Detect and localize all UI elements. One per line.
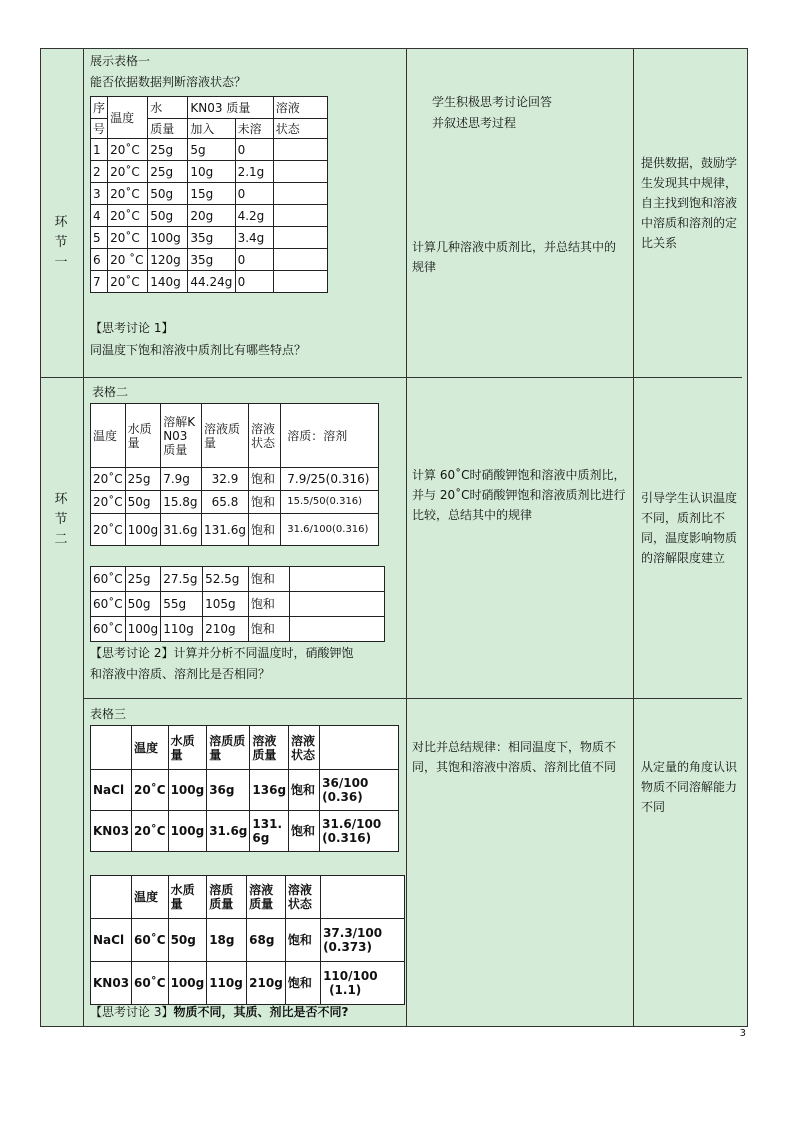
table-cell: 35g [188,249,235,271]
table-cell: 7.9/25(0.316) [281,468,379,491]
table-row [91,271,328,293]
student-activity-1a: 学生积极思考讨论回答 [432,95,553,109]
table-row [91,514,379,546]
table2 [90,403,379,546]
table1 [90,96,328,293]
table-row [91,161,328,183]
table-cell: 溶质：溶剂 [281,404,379,468]
table-cell [273,271,327,293]
table-cell: 31.6/100(0.316) [281,514,379,546]
discussion-3-question: 物质不同，其质、剂比是否不同? [173,1005,349,1019]
design-intent-2: 引导学生认识温度不同，质剂比不同，温度影响物质的溶解限度建立 [641,491,738,565]
table-cell: 25g [125,567,161,592]
table-cell: 0 [235,139,273,161]
table-cell: 溶液状态 [248,404,280,468]
student-activity-1c: 计算几种溶液中质剂比，并总结其中的规律 [412,240,617,274]
grid-line [40,377,742,378]
table-cell: 36g [207,770,250,811]
table-cell: 60˚C [91,567,126,592]
grid-line [406,48,407,1027]
table-cell [321,919,405,962]
table-cell [290,567,385,592]
table-cell: 质量 [148,119,188,139]
ratio-decimal: (0.373) [323,940,372,954]
ratio-decimal: (0.316) [322,831,372,845]
table-cell: 水 [148,97,188,119]
table-cell: 溶液 [273,97,327,119]
ratio-value: 31.6/100 [322,817,382,831]
discussion-3-title: 【思考讨论 3】 [90,1005,174,1019]
table-cell: 131.6g [201,514,248,546]
table-cell: 溶液质量 [247,876,286,919]
ratio-value: 110/100 [323,969,378,983]
ratio-value: 36/100 [322,776,369,790]
table-cell: 44.24g [188,271,235,293]
table-cell: 水质量 [168,876,207,919]
table2b [90,566,385,642]
table-cell: 15.8g [161,491,202,514]
table-cell: 水质量 [125,404,161,468]
table-row [91,404,379,468]
table-cell [273,249,327,271]
table-row [91,962,405,1005]
section-label-1: 环 节 一 [54,215,68,270]
table-row [91,139,328,161]
student-column [406,48,633,1027]
student-activity-1b: 并叙述思考过程 [432,116,517,130]
table-cell: 溶液状态 [289,726,320,770]
table-cell: 50g [148,183,188,205]
table-cell [91,726,132,770]
table-cell: 100g [168,811,207,852]
table-cell: 60˚C [132,919,169,962]
table-row [91,491,379,514]
table-cell: 10g [188,161,235,183]
table-cell [290,592,385,617]
table-cell: 32.9 [201,468,248,491]
table-cell: NaCl [91,919,132,962]
table-cell: 25g [125,468,161,491]
table-cell: 60˚C [91,592,126,617]
table-cell: 50g [168,919,207,962]
table-cell: 饱和 [285,962,320,1005]
table-cell: 140g [148,271,188,293]
table-cell: 20˚C [132,770,169,811]
table-cell: 饱和 [248,567,290,592]
table-row [91,592,385,617]
table-cell: 4 [91,205,108,227]
table-cell: 溶质质量 [207,876,247,919]
table-cell: 31.6g [207,811,250,852]
table3-caption: 表格三 [90,707,127,721]
table-cell: 25g [148,139,188,161]
table-row [91,617,385,642]
grid-line [83,698,742,699]
table1-question: 能否依据数据判断溶液状态？ [90,75,247,89]
table-cell [320,726,399,770]
table-row [91,97,328,119]
ratio-value: 37.3/100 [323,926,383,940]
table-cell: 0 [235,249,273,271]
grid-line [40,1026,748,1027]
table-cell: 20˚C [108,161,148,183]
table-cell: 饱和 [248,617,290,642]
table-cell: 溶液质量 [201,404,248,468]
table-cell: 溶液状态 [285,876,320,919]
table-cell: 20˚C [91,491,126,514]
table-row [91,567,385,592]
table-cell [321,962,405,1005]
table-cell: 100g [168,962,207,1005]
table-cell: 2.1g [235,161,273,183]
table-cell: 饱和 [248,468,280,491]
ratio-decimal: (0.36) [322,790,363,804]
table-cell: 3 [91,183,108,205]
table-cell: 131.6g [250,811,289,852]
table-cell: 25g [148,161,188,183]
table-cell: 50g [148,205,188,227]
table-cell: 50g [125,592,161,617]
grid-line [633,48,634,1027]
table-cell [273,139,327,161]
table-row [91,227,328,249]
section-label-2: 环 节 二 [54,492,68,547]
table-row [91,876,405,919]
table-cell: 3.4g [235,227,273,249]
table-cell: 1 [91,139,108,161]
grid-line [40,48,41,1027]
table-row [91,183,328,205]
table-cell: NaCl [91,770,132,811]
discussion-3 [90,1004,348,1020]
table-cell: 4.2g [235,205,273,227]
table-row [91,205,328,227]
table-row [91,919,405,962]
table-cell: 136g [250,770,289,811]
table-cell: 20 ˚C [108,249,148,271]
discussion-1-question: 同温度下饱和溶液中质剂比有哪些特点？ [90,343,307,357]
table-cell: 50g [125,491,161,514]
table-cell: 210g [247,962,286,1005]
table-cell: 饱和 [248,592,290,617]
table-cell: 120g [148,249,188,271]
table-cell: 水质量 [168,726,207,770]
table2-caption: 表格二 [92,385,129,399]
discussion-2-line2: 和溶液中溶质、溶剂比是否相同？ [90,667,271,681]
student-activity-3: 对比并总结规律：相同温度下，物质不同，其饱和溶液中溶质、溶剂比值不同 [412,740,617,774]
table-cell: 210g [203,617,249,642]
discussion-1-title: 【思考讨论 1】 [90,321,174,335]
table-cell: 27.5g [161,567,203,592]
student-activity-2: 计算 60˚C时硝酸钾饱和溶液中质剂比，并与 20˚C时硝酸钾饱和溶液质剂比进行比较，总结其中的规律 [412,468,626,522]
table-cell: 60˚C [132,962,169,1005]
table-cell: KN03 [91,811,132,852]
table-cell: 序 [91,97,108,119]
table-cell: 100g [168,770,207,811]
table3 [90,725,399,852]
table-cell: 35g [188,227,235,249]
table-cell: 15g [188,183,235,205]
design-intent-3: 从定量的角度认识物质不同溶解能力不同 [641,760,738,814]
table-cell: 20˚C [108,139,148,161]
table-row [91,468,379,491]
table-cell: 饱和 [289,770,320,811]
table-row [91,726,399,770]
table-cell: 溶质质量 [207,726,250,770]
table-cell: 55g [161,592,203,617]
page-number: 3 [739,1028,746,1039]
table3b [90,875,405,1005]
table-cell: 15.5/50(0.316) [281,491,379,514]
table-cell: 20˚C [108,205,148,227]
grid-line [83,48,84,1027]
table-cell: 未溶 [235,119,273,139]
table-cell: 20g [188,205,235,227]
table-cell: 5 [91,227,108,249]
table-cell: 110g [161,617,203,642]
table-cell: 20˚C [132,811,169,852]
table-cell: 溶液质量 [250,726,289,770]
discussion-2-line1: 【思考讨论 2】计算并分析不同温度时，硝酸钾饱 [90,646,354,660]
table-cell: 100g [125,514,161,546]
table-cell [273,183,327,205]
table-cell: 18g [207,919,247,962]
table-cell: 7 [91,271,108,293]
table-row [91,249,328,271]
table-cell [320,770,399,811]
table-cell: 7.9g [161,468,202,491]
table-cell: 20˚C [91,468,126,491]
table-cell: 加入 [188,119,235,139]
table-cell: 52.5g [203,567,249,592]
table-cell: 105g [203,592,249,617]
table-cell: 温度 [132,876,169,919]
table1-caption: 展示表格一 [90,54,151,68]
table-cell: 温度 [91,404,126,468]
table-cell: 状态 [273,119,327,139]
table-cell: 0 [235,183,273,205]
table-cell: 20˚C [108,227,148,249]
table-cell: 温度 [132,726,169,770]
table-cell: 20˚C [108,271,148,293]
table-cell: 饱和 [289,811,320,852]
table-cell: 68g [247,919,286,962]
table-cell: 溶解KN03质量 [161,404,202,468]
grid-line [747,48,748,1027]
table-cell: 饱和 [248,514,280,546]
table-cell: 2 [91,161,108,183]
table-cell: 20˚C [108,183,148,205]
table-cell: 31.6g [161,514,202,546]
table-cell: 65.8 [201,491,248,514]
table-cell: KN03 [91,962,132,1005]
table-cell: 6 [91,249,108,271]
table-row [91,770,399,811]
table-cell: 20˚C [91,514,126,546]
table-cell: 温度 [108,97,148,139]
table-row [91,811,399,852]
table-cell [321,876,405,919]
table-cell: 5g [188,139,235,161]
table-cell: 饱和 [248,491,280,514]
table-cell: 60˚C [91,617,126,642]
table-cell [320,811,399,852]
table-cell: 号 [91,119,108,139]
table-cell [273,161,327,183]
ratio-decimal: (1.1) [329,983,362,997]
table-cell [273,227,327,249]
table-cell [290,617,385,642]
table-cell: 饱和 [285,919,320,962]
table-cell: 0 [235,271,273,293]
table-cell: KN03 质量 [188,97,273,119]
grid-line [40,48,748,49]
table-cell: 110g [207,962,247,1005]
table-cell: 100g [148,227,188,249]
table-cell [273,205,327,227]
table-cell [91,876,132,919]
table-cell: 100g [125,617,161,642]
design-intent-1: 提供数据，鼓励学生发现其中规律，自主找到饱和溶液中溶质和溶剂的定比关系 [641,156,738,250]
